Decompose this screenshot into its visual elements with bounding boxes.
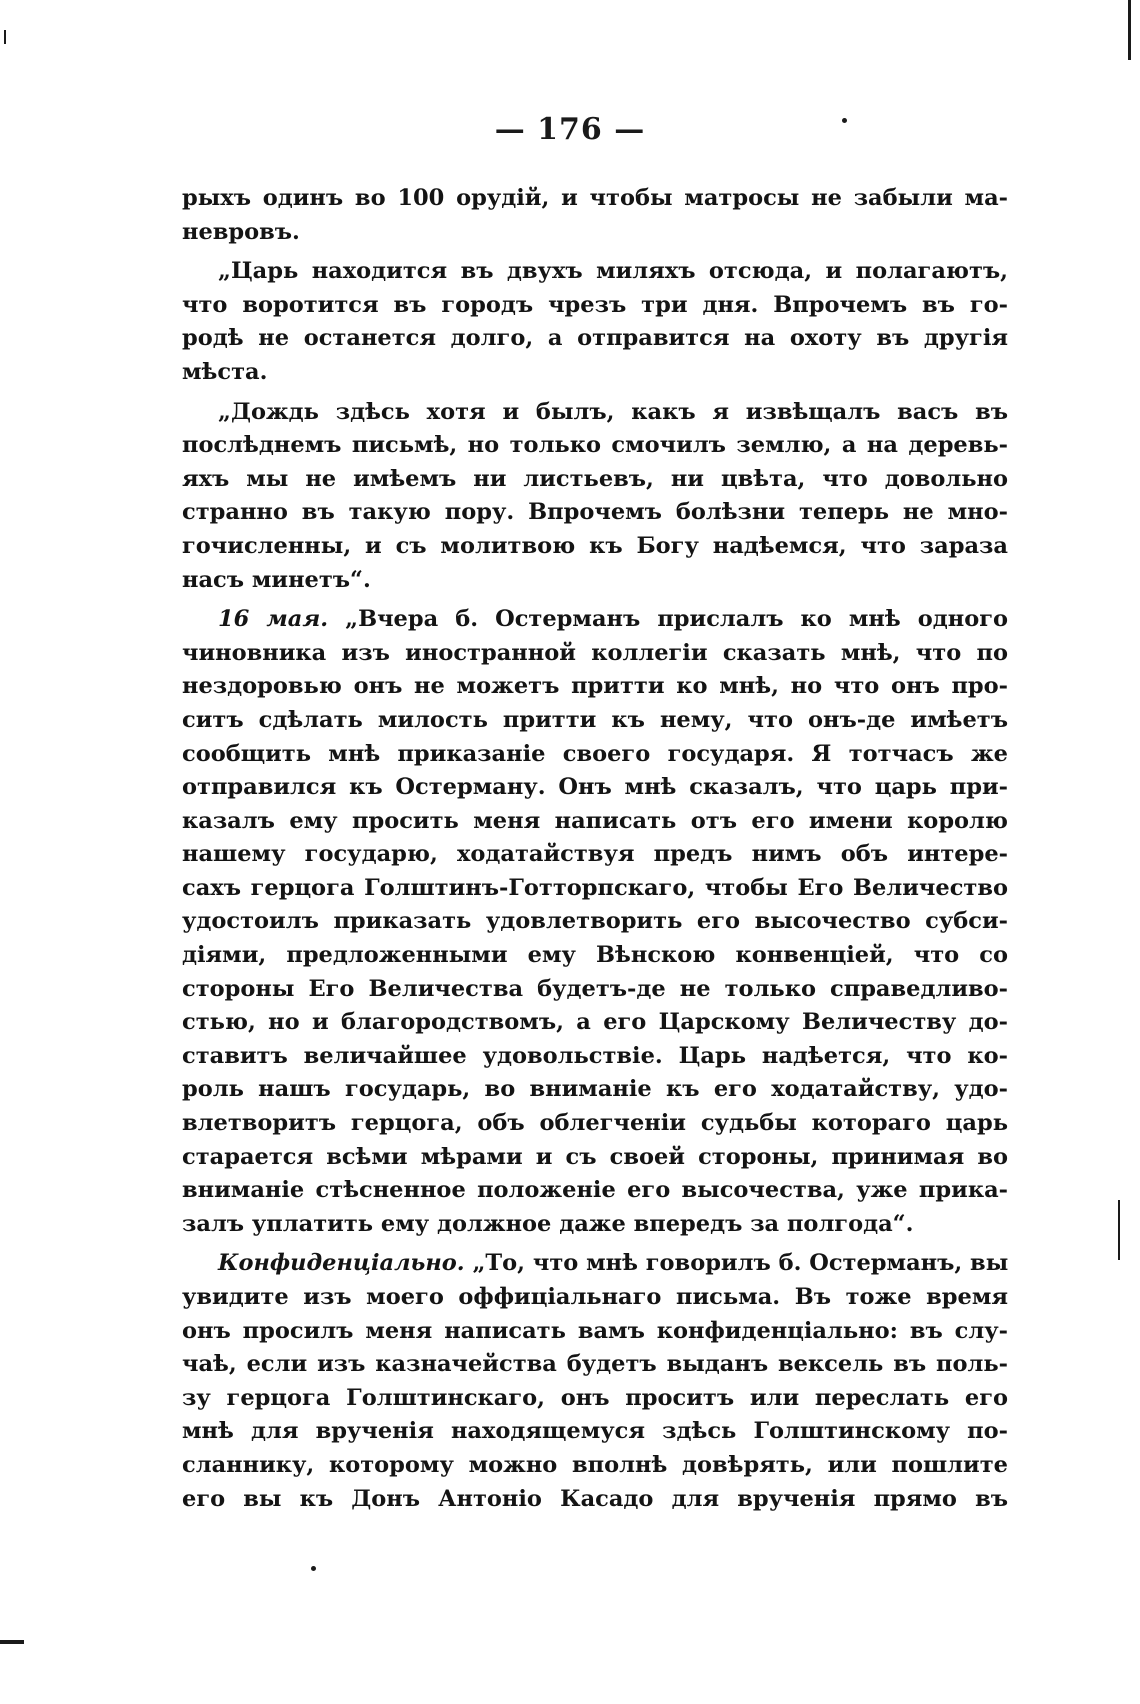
text-line: родѣ не останется долго, а отправится на охоту въ другія bbox=[182, 325, 1008, 352]
text-line: сланнику, которому можно вполнѣ довѣрять, или пошлите bbox=[182, 1451, 1008, 1478]
text-line: нашему государю, ходатайствуя предъ нимъ объ интере- bbox=[182, 841, 1008, 868]
text-line: гочисленны, и съ молитвою къ Богу надѣемся, что зараза bbox=[182, 532, 1008, 559]
scan-edge-mark bbox=[1128, 0, 1131, 60]
text-line: „Царь находится въ двухъ миляхъ отсюда, и полагаютъ, bbox=[218, 258, 1008, 285]
text-line bbox=[182, 603, 1008, 637]
text-line: зу герцога Голштинскаго, онъ проситъ или переслать его bbox=[182, 1384, 1008, 1411]
text-line: удостоилъ приказать удовлетворить его высочество субси- bbox=[182, 908, 1008, 935]
body-text bbox=[182, 182, 1008, 1516]
scan-speck bbox=[311, 1566, 316, 1571]
text-line: сообщить мнѣ приказаніе своего государя. Я тотчасъ же bbox=[182, 740, 1008, 767]
text-line: невровъ. bbox=[182, 218, 300, 245]
text-run: „Вчера б. Остерманъ прислалъ ко мнѣ одного bbox=[328, 606, 1008, 633]
section-heading: Конфиденціально. bbox=[218, 1250, 465, 1277]
text-run: „То, что мнѣ говорилъ б. Остерманъ, вы bbox=[464, 1250, 1009, 1277]
text-line: странно въ такую пору. Впрочемъ болѣзни теперь не мно- bbox=[182, 499, 1008, 526]
text-line: чаѣ, если изъ казначейства будетъ выданъ вексель въ поль- bbox=[182, 1351, 1008, 1378]
paragraph bbox=[182, 603, 1008, 1241]
text-line: роль нашъ государь, во вниманіе къ его ходатайству, удо- bbox=[182, 1076, 1008, 1103]
text-line: отправился къ Остерману. Онъ мнѣ сказалъ, что царь при- bbox=[182, 774, 1008, 801]
text-line: рыхъ одинъ во 100 орудій, и чтобы матросы не забыли ма- bbox=[182, 185, 1008, 211]
paragraph bbox=[182, 396, 1008, 598]
text-line: онъ просилъ меня написать вамъ конфиденціально: въ слу- bbox=[182, 1317, 1008, 1344]
text-line: ситъ сдѣлать милость притти къ нему, что онъ-де имѣетъ bbox=[182, 706, 1008, 733]
text-line: яхъ мы не имѣемъ ни листьевъ, ни цвѣта, что довольно bbox=[182, 465, 1008, 492]
paragraph bbox=[182, 255, 1008, 389]
scan-edge-mark bbox=[0, 1640, 24, 1644]
text-line: чиновника изъ иностранной коллегіи сказать мнѣ, что по bbox=[182, 639, 1008, 666]
text-line: ставитъ величайшее удовольствіе. Царь надѣется, что ко- bbox=[182, 1042, 1008, 1069]
text-line: влетворитъ герцога, объ облегченіи судьбы котораго царь bbox=[182, 1110, 1008, 1137]
text-line: діями, предложенными ему Вѣнскою конвенціей, что со bbox=[182, 942, 1008, 969]
text-line: увидите изъ моего оффиціальнаго письма. Въ тоже время bbox=[182, 1284, 1008, 1310]
text-line: „Дождь здѣсь хотя и былъ, какъ я извѣщалъ васъ въ bbox=[218, 398, 1008, 425]
text-line: казалъ ему просить меня написать отъ его имени королю bbox=[182, 807, 1008, 834]
scan-speck bbox=[842, 118, 847, 123]
text-line: его вы къ Донъ Антоніо Касадо для врученія прямо въ bbox=[182, 1485, 1008, 1512]
paragraph bbox=[182, 182, 1008, 249]
text-line: насъ минетъ“. bbox=[182, 566, 371, 593]
scan-edge-mark bbox=[4, 30, 6, 44]
text-line: старается всѣми мѣрами и съ своей стороны, принимая во bbox=[182, 1143, 1008, 1170]
text-line: вниманіе стѣсненное положеніе его высочества, уже прика- bbox=[182, 1177, 1008, 1204]
text-line: послѣднемъ письмѣ, но только смочилъ землю, а на деревь- bbox=[182, 432, 1008, 459]
text-line: мѣста. bbox=[182, 358, 268, 385]
text-line: стороны Его Величества будетъ-де не только справедливо- bbox=[182, 975, 1008, 1002]
scan-edge-mark bbox=[1118, 1200, 1120, 1260]
paragraph bbox=[182, 1247, 1008, 1516]
page-number: — 176 — bbox=[494, 112, 646, 147]
text-line: стью, но и благородствомъ, а его Царскому Величеству до- bbox=[182, 1009, 1008, 1036]
text-line: сахъ герцога Голштинъ-Готторпскаго, чтобы Его Величество bbox=[182, 874, 1008, 901]
date-heading: 16 мая. bbox=[218, 606, 329, 633]
text-line: мнѣ для врученія находящемуся здѣсь Голштинскому по- bbox=[182, 1418, 1008, 1445]
text-line: что воротится въ городъ чрезъ три дня. Впрочемъ въ го- bbox=[182, 291, 1008, 318]
text-line: залъ уплатить ему должное даже впередъ за полгода“. bbox=[182, 1210, 914, 1237]
text-line: нездоровью онъ не можетъ притти ко мнѣ, но что онъ про- bbox=[182, 673, 1008, 700]
text-line bbox=[182, 1247, 1008, 1281]
